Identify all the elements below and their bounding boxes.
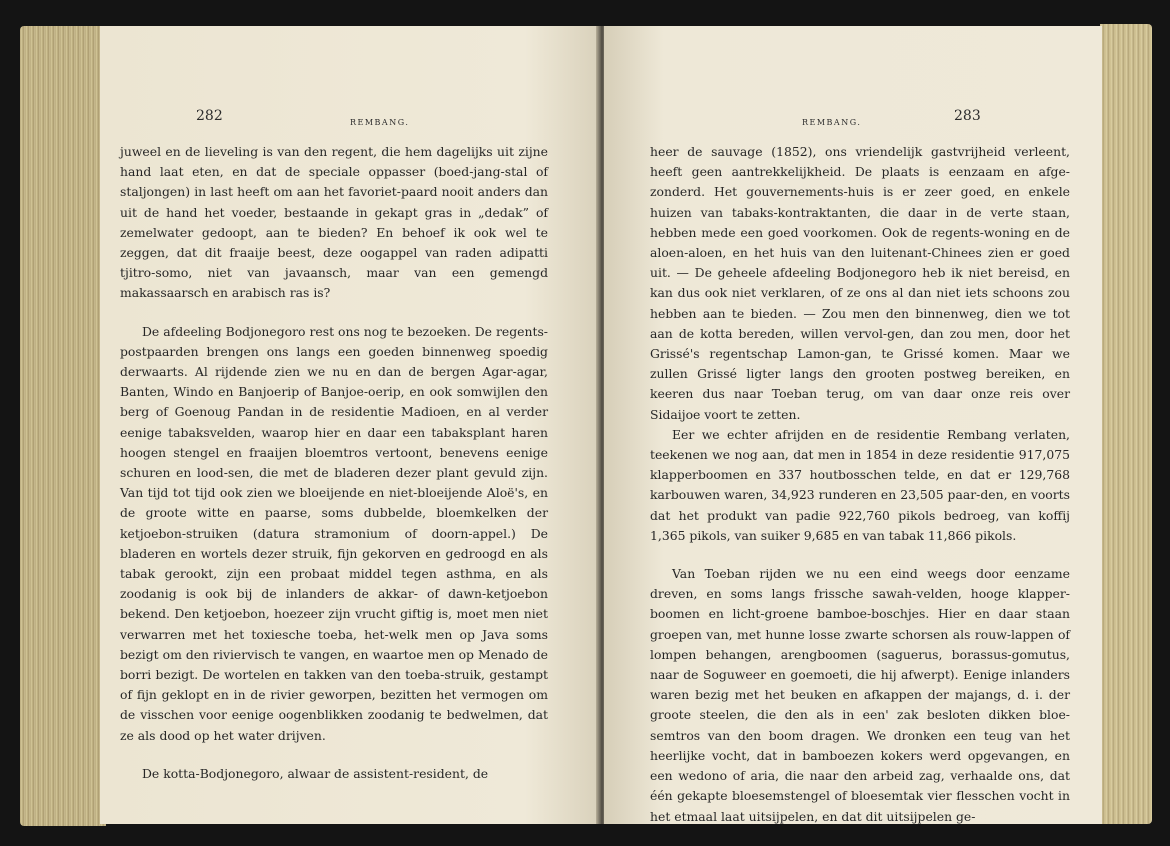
page-stack-right <box>1100 24 1152 824</box>
left-paragraph: De kotta-Bodjonegoro, alwaar de assistent-resident, de <box>142 765 489 781</box>
right-paragraph: Van Toeban rijden we nu een eind weegs door eenzame dreven, en soms langs frissche sawah-velden, hooge klapper-boomen en licht-groene bamboe-boschjes. Hier en daar staan groepen van, met hunne losse zwarte schorsen als rouw-lappen of lompen behangen, arengboomen (saguerus, borassus-gomutus, naar de Soguweer en goemoeti, die hij afwerpt). Eenige inlanders waren bezig met het beuken en afkappen der majangs, d. i. der groote steelen, die den als in een' zak besloten dikken bloe-semtros van den boom dragen. We dronken een teug van het heerlijke vocht, dat in bamboezen kokers werd opgevangen, en een wedono of aria, die naar den arbeid zag, verhaalde ons, dat één gekapte bloesemstengel of bloesemtak vier flesschen vocht in het etmaal laat uitsijpelen, en dat dit uitsijpelen ge- <box>650 566 1070 824</box>
left-paragraph: juweel en de lieveling is van den regent, die hem dagelijks uit zijne hand laat eten, en dat de speciale oppasser (boed-jang-stal of staljongen) in last heeft om aan het favoriet-paard nooit anders dan uit de hand het voeder, bestaande in gekapt gras in „dedak” of zemelwater gedoopt, aan te bieden? En behoef ik ook wel te zeggen, dat dit fraaije beest, deze oogappel van raden adipatti tjitro-somo, niet van javaansch, maar van een gemengd makassaarsch en arabisch ras is? <box>120 144 548 301</box>
left-page-body <box>120 142 548 784</box>
right-page-header <box>604 86 1102 126</box>
right-page <box>604 26 1102 824</box>
left-running-head: REMBANG. <box>350 118 410 127</box>
right-running-head: REMBANG. <box>802 118 862 127</box>
page-stack-left <box>20 26 106 826</box>
right-page-number: 283 <box>954 108 981 124</box>
right-page-body <box>650 142 1070 824</box>
left-page-number: 282 <box>196 108 223 124</box>
right-paragraph: heer de sauvage (1852), ons vriendelijk gastvrijheid verleent, heeft geen aantrekkelijkheid. De plaats is eenzaam en afge-zonderd. Het gouvernements-huis is er zeer goed, en enkele huizen van tabaks-kontraktanten, die daar in de verte staan, hebben mede een goed voorkomen. Ook de regents-woning en de aloen-aloen, en het huis van den luitenant-Chinees zien er goed uit. — De geheele afdeeling Bodjonegoro heb ik niet bereisd, en kan dus ook niet verklaren, of ze ons al dan niet iets schoons zou hebben aan te bieden. — Zou men den binnenweg, dien we tot aan de kotta bereden, willen vervol-gen, dan zou men, door het Grissé's regentschap Lamon-gan, te Grissé komen. Maar we zullen Grissé ligter langs den grooten postweg bereiken, en keeren dus naar Toeban terug, om van daar onze reis over Sidaijoe voort te zetten. <box>650 144 1070 422</box>
left-page <box>100 26 600 824</box>
right-paragraph: Eer we echter afrijden en de residentie Rembang verlaten, teekenen we nog aan, dat men in 1854 in deze residentie 917,075 klapperboomen en 337 houtbosschen telde, en dat er 129,768 karbouwen waren, 34,923 runderen en 23,505 paar-den, en voorts dat het produkt van padie 922,760 pikols bedroeg, van koffij 1,365 pikols, van suiker 9,685 en van tabak 11,866 pikols. <box>650 426 1070 543</box>
left-paragraph: De afdeeling Bodjonegoro rest ons nog te bezoeken. De regents-postpaarden brengen ons langs een goeden binnenweg spoedig derwaarts. Al rijdende zien we nu en dan de bergen Agar-agar, Banten, Windo en Banjoerip of Banjoe-oerip, en ook somwijlen den berg of Goenoug Pandan in de residentie Madioen, en al verder eenige tabaksvelden, waarop hier en daar een tabaksplant haren hoogen stengel en fraaijen bloemtros vertoont, benevens eenige schuren en lood-sen, die met de bladeren dezer plant gevuld zijn. Van tijd tot tijd ook zien we bloeijende en niet-bloeijende Aloë's, en de groote witte en paarse, soms dubbelde, bloemkelken der ketjoebon-struiken (datura stramonium of doorn-appel.) De bladeren en wortels dezer struik, fijn gekorven en gedroogd en als tabak gerookt, zijn een probaat middel tegen asthma, en als zoodanig is ook bij de inlanders de akkar- of dawn-ketjoebon bekend. Den ketjoebon, hoezeer zijn vrucht giftig is, moet men niet verwarren met het toxiesche toeba, het-welk men op Java soms bezigt om den riviervisch te vangen, en waartoe men op Menado de borri bezigt. De wortelen en takken van den toeba-struik, gestampt of fijn geklopt en in de rivier geworpen, bezitten het vermogen om de visschen voor eenige oogenblikken zoodanig te bedwelmen, dat ze als dood op het water drijven. <box>120 323 548 743</box>
left-page-header <box>100 86 600 126</box>
